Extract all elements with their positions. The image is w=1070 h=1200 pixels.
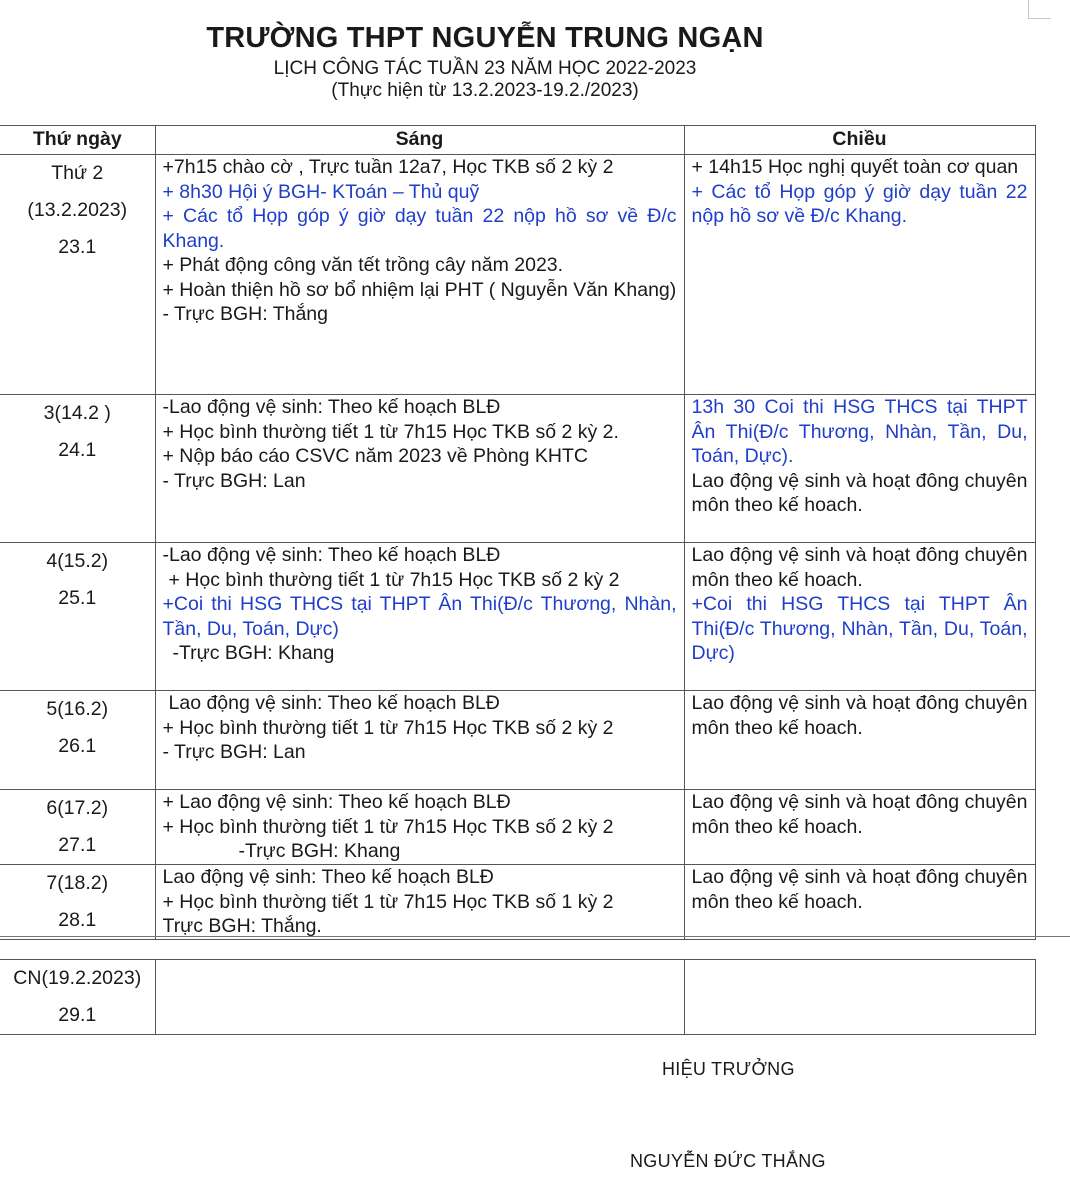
day-label: 4(15.2) xyxy=(46,550,109,572)
afternoon-cell xyxy=(684,790,1035,865)
day-label: 7(18.2) xyxy=(46,872,109,894)
table-header-row xyxy=(0,126,1035,155)
table-row xyxy=(0,691,1035,790)
schedule-entry: + Các tổ Họp góp ý giờ dạy tuần 22 nộp hồ sơ về Đ/c Khang. xyxy=(162,205,677,252)
day-label: CN(19.2.2023) xyxy=(13,967,142,989)
schedule-entry: + Học bình thường tiết 1 từ 7h15 Học TKB số 1 kỳ 2 xyxy=(162,890,614,913)
schedule-entry: + 8h30 Hội ý BGH- KToán – Thủ quỹ xyxy=(162,180,480,203)
table-row xyxy=(0,790,1035,865)
schedule-entry: -Trực BGH: Khang xyxy=(172,642,335,664)
schedule-entry: +7h15 chào cờ , Trực tuần 12a7, Học TKB số 2 kỳ 2 xyxy=(162,156,614,178)
schedule-entry: + Hoàn thiện hồ sơ bổ nhiệm lại PHT ( Nguyễn Văn Khang) xyxy=(162,278,677,301)
schedule-entry: + 14h15 Học nghị quyết toàn cơ quan xyxy=(691,156,1019,178)
day-cell xyxy=(0,543,155,691)
school-name: TRƯỜNG THPT NGUYỄN TRUNG NGẠN xyxy=(206,22,764,54)
morning-cell xyxy=(155,691,684,790)
table-row xyxy=(0,395,1035,543)
schedule-entry: -Trực BGH: Khang xyxy=(238,840,401,862)
table-row xyxy=(0,543,1035,691)
lunar-date: 28.1 xyxy=(58,909,97,931)
table-row xyxy=(0,960,1035,1035)
schedule-entry: Lao động vệ sinh và hoạt đông chuyên môn theo kế hoach. xyxy=(691,866,1028,913)
column-header-morning: Sáng xyxy=(155,126,684,155)
lunar-date: 29.1 xyxy=(58,1004,97,1026)
schedule-entry: + Học bình thường tiết 1 từ 7h15 Học TKB số 2 kỳ 2. xyxy=(162,420,619,443)
day-label: 5(16.2) xyxy=(46,698,109,720)
afternoon-cell xyxy=(684,543,1035,691)
schedule-entry: +Coi thi HSG THCS tại THPT Ân Thi(Đ/c Thương, Nhàn, Tần, Du, Toán, Dực) xyxy=(691,593,1028,664)
schedule-entry: 13h 30 Coi thi HSG THCS tại THPT Ân Thi(Đ/c Thương, Nhàn, Tần, Du, Toán, Dực). xyxy=(691,396,1028,467)
column-header-afternoon: Chiều xyxy=(684,126,1035,155)
schedule-entry: Lao động vệ sinh: Theo kế hoạch BLĐ xyxy=(168,692,500,714)
lunar-date: 24.1 xyxy=(58,439,97,461)
schedule-title: LỊCH CÔNG TÁC TUẦN 23 NĂM HỌC 2022-2023 xyxy=(273,58,697,79)
schedule-entry: + Học bình thường tiết 1 từ 7h15 Học TKB số 2 kỳ 2 xyxy=(168,568,620,591)
schedule-entry: Lao động vệ sinh và hoạt đông chuyên môn theo kế hoach. xyxy=(691,544,1028,591)
morning-cell xyxy=(155,960,684,1035)
schedule-entry: Lao động vệ sinh và hoạt đông chuyên môn theo kế hoach. xyxy=(691,791,1028,838)
morning-cell xyxy=(155,543,684,691)
day-cell xyxy=(0,155,155,395)
schedule-entry: Trực BGH: Thắng. xyxy=(162,915,322,937)
lunar-date: 23.1 xyxy=(58,236,97,258)
morning-cell xyxy=(155,865,684,940)
day-label: 3(14.2 ) xyxy=(43,402,111,424)
day-cell xyxy=(0,960,155,1035)
day-cell xyxy=(0,865,155,940)
lunar-date: 27.1 xyxy=(58,834,97,856)
weekly-schedule-table xyxy=(0,125,1036,940)
afternoon-cell xyxy=(684,865,1035,940)
morning-cell xyxy=(155,790,684,865)
day-label: Thứ 2 xyxy=(51,162,104,184)
sunday-table xyxy=(0,959,1036,1035)
lunar-date: 26.1 xyxy=(58,735,97,757)
schedule-entry: + Học bình thường tiết 1 từ 7h15 Học TKB số 2 kỳ 2 xyxy=(162,815,614,838)
schedule-entry: + Học bình thường tiết 1 từ 7h15 Học TKB số 2 kỳ 2 xyxy=(162,716,614,739)
schedule-entry: -Lao động vệ sinh: Theo kế hoạch BLĐ xyxy=(162,544,501,566)
lunar-date: 25.1 xyxy=(58,587,97,609)
day-cell xyxy=(0,395,155,543)
section-divider xyxy=(0,936,1070,937)
signature-title: HIỆU TRƯỞNG xyxy=(662,1059,795,1079)
schedule-entry: - Trực BGH: Lan xyxy=(162,741,306,763)
schedule-entry: Lao động vệ sinh: Theo kế hoạch BLĐ xyxy=(162,866,494,888)
column-header-day: Thứ ngày xyxy=(0,126,155,155)
afternoon-cell xyxy=(684,395,1035,543)
day-cell xyxy=(0,790,155,865)
day-date: (13.2.2023) xyxy=(27,199,128,221)
day-label: 6(17.2) xyxy=(46,797,109,819)
schedule-entry: + Các tổ Họp góp ý giờ dạy tuần 22 nộp hồ sơ về Đ/c Khang. xyxy=(691,180,1028,227)
table-row xyxy=(0,155,1035,395)
schedule-entry: + Phát động công văn tết trồng cây năm 2023. xyxy=(162,254,564,276)
schedule-entry: - Trực BGH: Thắng xyxy=(162,303,328,325)
afternoon-cell xyxy=(684,155,1035,395)
schedule-entry: + Lao động vệ sinh: Theo kế hoạch BLĐ xyxy=(162,791,511,813)
table-row xyxy=(0,865,1035,940)
schedule-period: (Thực hiện từ 13.2.2023-19.2./2023) xyxy=(331,80,639,101)
day-cell xyxy=(0,691,155,790)
schedule-entry: -Lao động vệ sinh: Theo kế hoạch BLĐ xyxy=(162,396,501,418)
schedule-entry: +Coi thi HSG THCS tại THPT Ân Thi(Đ/c Thương, Nhàn, Tần, Du, Toán, Dực) xyxy=(162,593,677,640)
schedule-entry: - Trực BGH: Lan xyxy=(162,469,306,492)
afternoon-cell xyxy=(684,691,1035,790)
morning-cell xyxy=(155,395,684,543)
signature-name: NGUYỄN ĐỨC THẮNG xyxy=(630,1151,826,1171)
page-corner-mark xyxy=(1028,0,1051,19)
schedule-entry: Lao động vệ sinh và hoạt đông chuyên môn theo kế hoach. xyxy=(691,692,1028,739)
morning-cell xyxy=(155,155,684,395)
schedule-entry: + Nộp báo cáo CSVC năm 2023 về Phòng KHTC xyxy=(162,445,588,467)
afternoon-cell xyxy=(684,960,1035,1035)
schedule-entry: Lao động vệ sinh và hoạt đông chuyên môn theo kế hoach. xyxy=(691,469,1028,516)
